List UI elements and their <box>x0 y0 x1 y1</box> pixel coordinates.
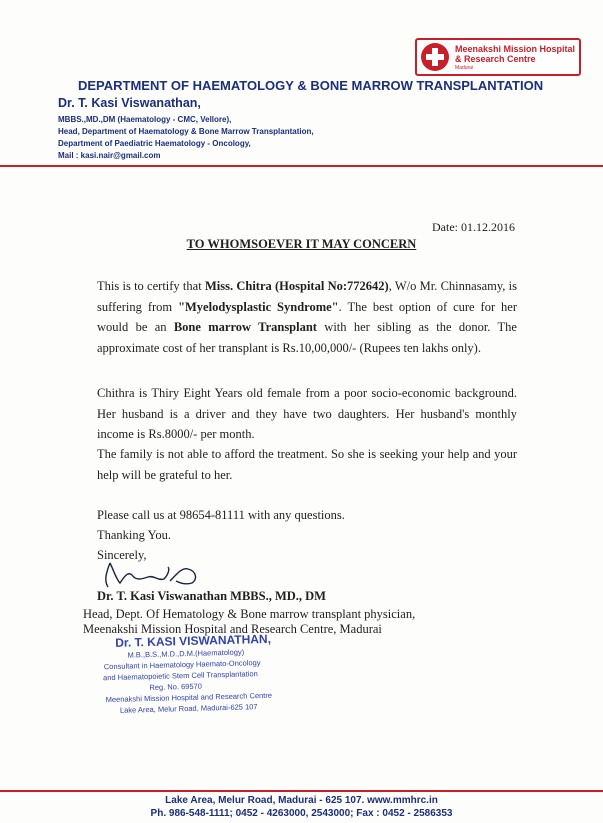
paragraph-background: Chithra is Thiry Eight Years old female from a poor socio-economic background. Her husband is a driver and they have two daughters. Her husband's monthly income is Rs.8000/- per month. <box>97 386 517 441</box>
sincerely-line: Sincerely, <box>97 548 147 562</box>
p1-text-a: This is to certify that <box>97 279 205 293</box>
letterhead-position: Head, Department of Haematology & Bone Marrow Transplantation, <box>58 127 314 136</box>
stamp-address: Lake Area, Melur Road, Madurai-625 107 <box>119 702 258 715</box>
thanking-line: Thanking You. <box>97 528 171 542</box>
letter-date: Date: 01.12.2016 <box>432 220 515 234</box>
stamp-reg-no: Reg. No. 69570 <box>149 681 203 693</box>
diagnosis: "Myelodysplastic Syndrome" <box>178 299 339 314</box>
header-divider <box>0 165 603 167</box>
footer-phone: Ph. 986-548-1111; 0452 - 4263000, 2543000; Fax : 0452 - 2586353 <box>150 808 453 819</box>
logo-line-2: & Research Centre <box>455 54 536 64</box>
letterhead-department: Department of Paediatric Haematology - Oncology, <box>58 139 251 148</box>
p1-text-g: with her sibling as the donor. The approximate cost of her transplant is Rs.10,00,000/- (Rupees ten lakhs only). <box>97 320 517 355</box>
letter-heading: TO WHOMSOEVER IT MAY CONCERN <box>186 237 417 251</box>
handwritten-signature <box>96 557 216 591</box>
stamp-hospital: Meenakshi Mission Hospital and Research Centre <box>105 690 273 705</box>
paragraph-request: The family is not able to afford the treatment. So she is seeking your help and your help will be grateful to her. <box>97 447 517 482</box>
signatory-title: Head, Dept. Of Hematology & Bone marrow transplant physician, <box>83 607 416 621</box>
department-title: DEPARTMENT OF HAEMATOLOGY & BONE MARROW TRANSPLANTATION <box>78 78 544 93</box>
red-cross-icon <box>421 43 449 71</box>
footer-address: Lake Area, Melur Road, Madurai - 625 107. www.mmhrc.in <box>165 795 438 806</box>
patient-name: Miss. Chitra (Hospital No:772642) <box>204 279 389 293</box>
stamp-specialty: and Haematopoietic Stem Cell Transplantation <box>102 669 258 683</box>
signatory-name: Dr. T. Kasi Viswanathan MBBS., MD., DM <box>97 589 326 603</box>
paragraph-certification <box>97 276 517 358</box>
stamp-name: Dr. T. KASI VISWANATHAN, <box>115 631 272 650</box>
treatment: Bone marrow Transplant <box>173 320 317 334</box>
letterhead-email: Mail : kasi.nair@gmail.com <box>58 151 161 160</box>
logo-line-1: Meenakshi Mission Hospital <box>455 44 576 54</box>
signatory-institution: Meenakshi Mission Hospital and Research Centre, Madurai <box>83 622 382 636</box>
letterhead-qualification: MBBS.,MD.,DM (Haematology - CMC, Vellore), <box>58 115 232 124</box>
call-line: Please call us at 98654-81111 with any questions. <box>97 508 345 522</box>
footer-divider <box>0 790 603 792</box>
logo-line-3: Madurai <box>455 65 474 71</box>
stamp-qualification: M.B.,B.S.,M.D.,D.M.(Haematology) <box>127 647 245 660</box>
stamp-consultant: Consultant in Haematology Haemato-Oncology <box>103 658 261 672</box>
letterhead-doctor-name: Dr. T. Kasi Viswanathan, <box>58 96 201 110</box>
hospital-logo <box>415 38 581 76</box>
p1-text-e: . The best option of cure for her would be an <box>97 299 517 334</box>
p1-text-c: , W/o Mr. Chinnasamy, is suffering from <box>97 279 518 314</box>
